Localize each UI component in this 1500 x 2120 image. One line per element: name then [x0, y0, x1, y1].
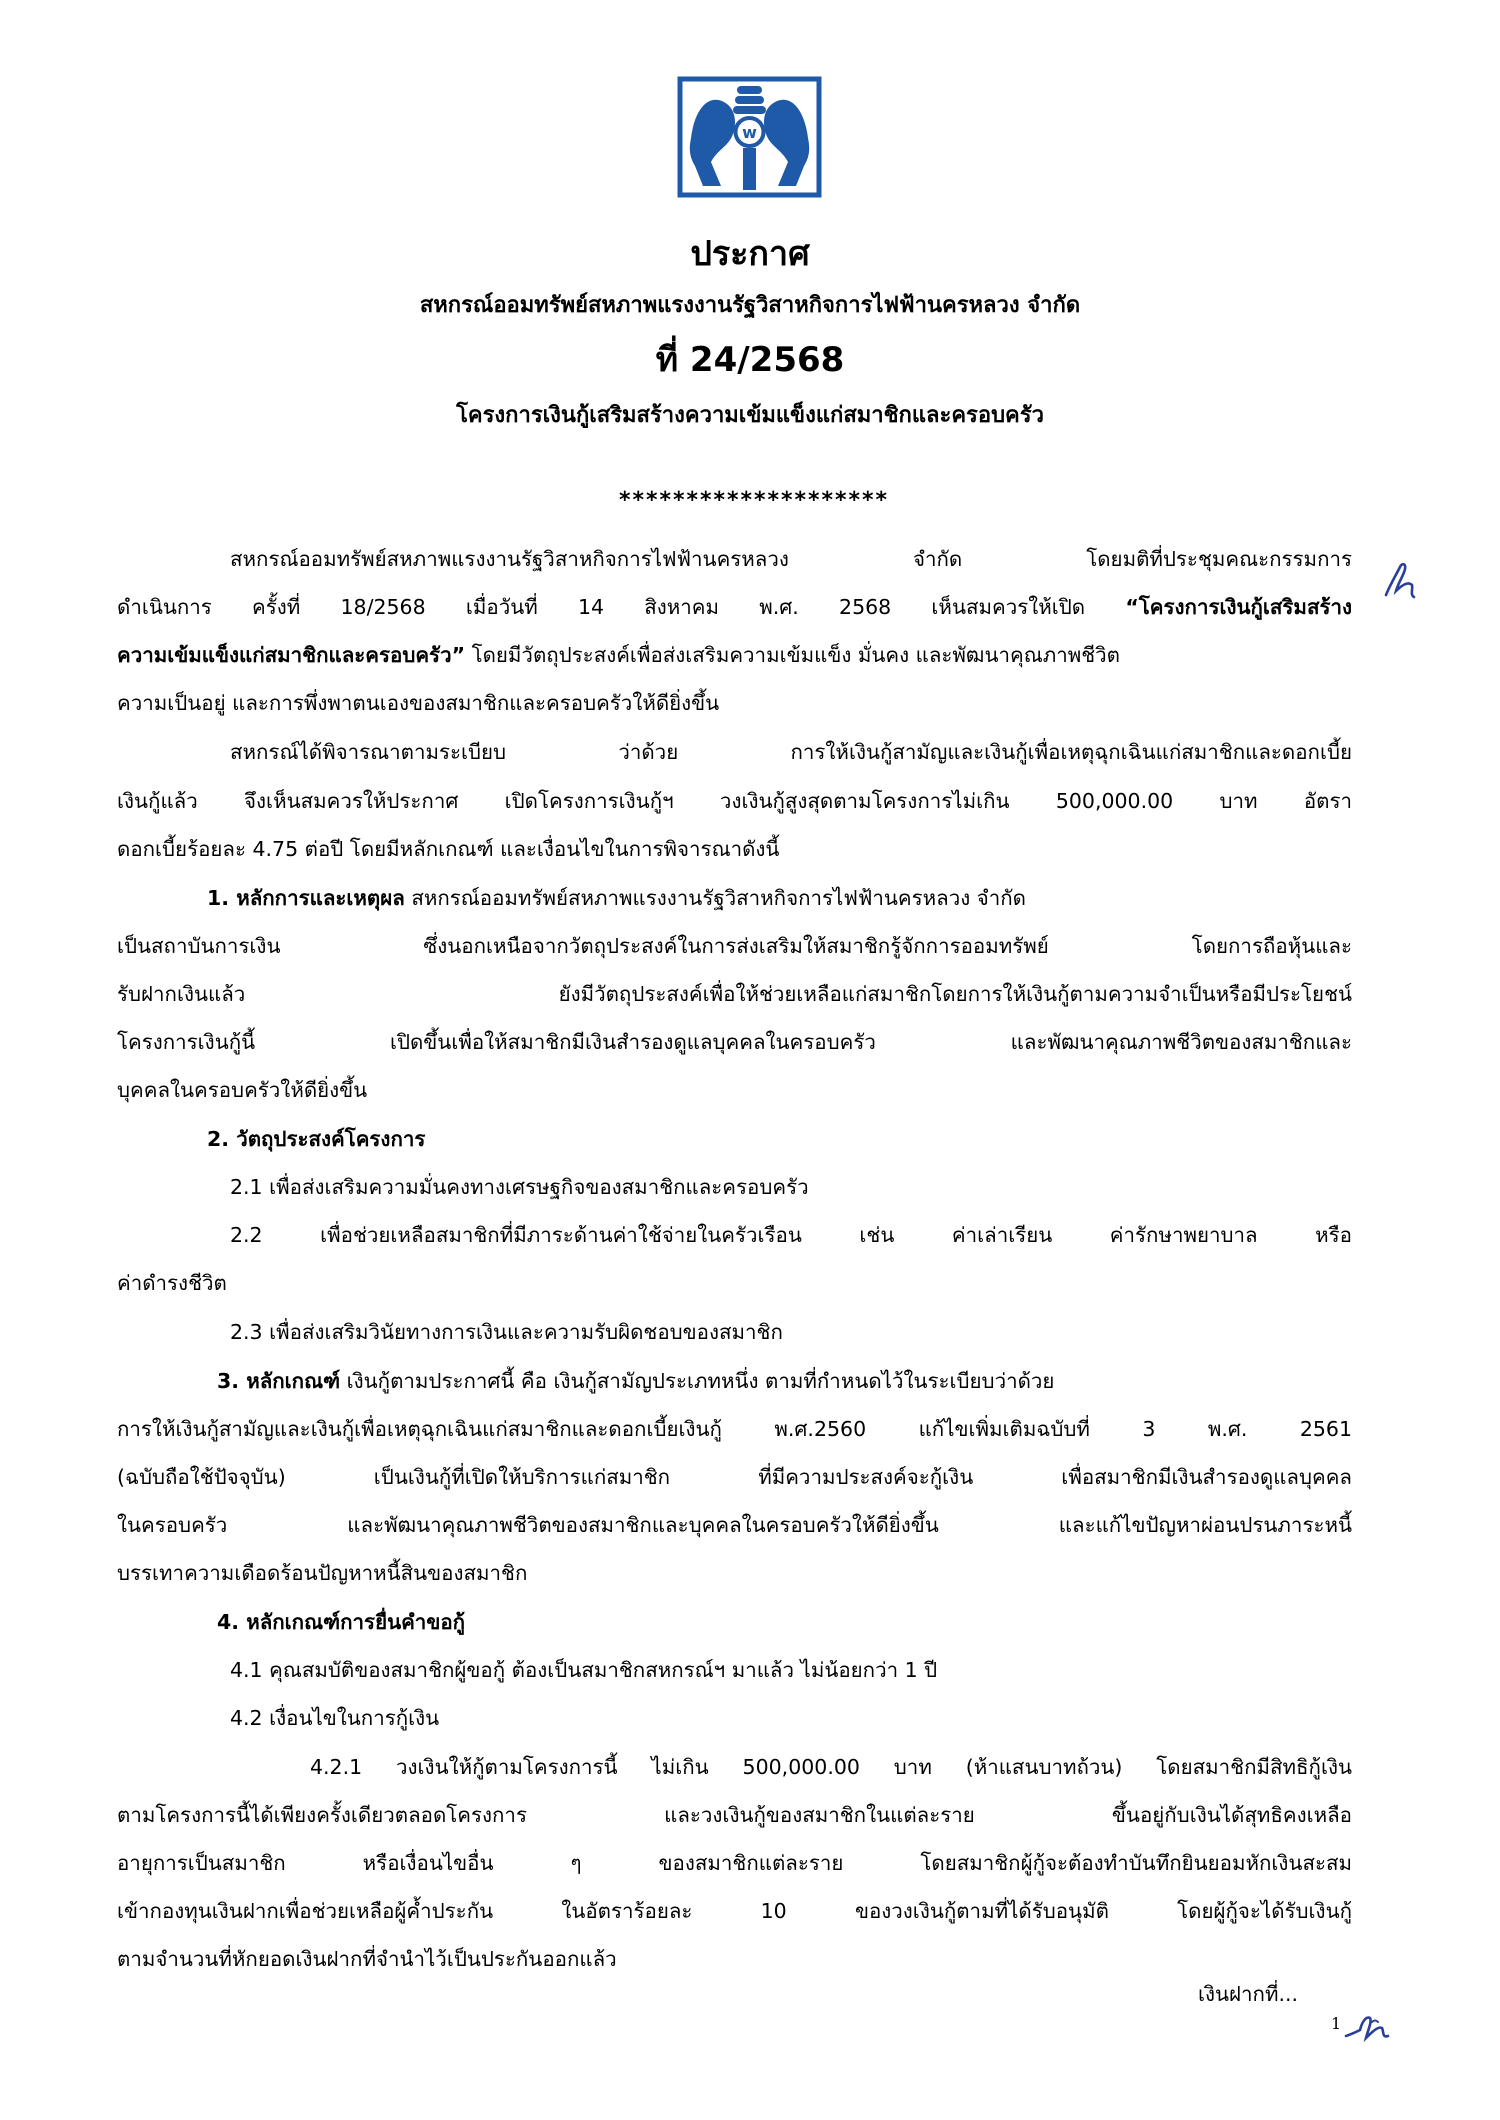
svg-text:w: w	[742, 123, 757, 142]
handwritten-initials-icon	[1342, 2008, 1392, 2048]
section-1-line-3: รับฝากเงินแล้ว ยังมีวัตถุประสงค์เพื่อให้ช่วยเหลือแก่สมาชิกโดยการให้เงินกู้ตามความจำเป็นหรือมีประโยชน์	[117, 982, 1352, 1006]
section-2-item-3: 2.3 เพื่อส่งเสริมวินัยทางการเงินและความรับผิดชอบของสมาชิก	[230, 1320, 783, 1344]
section-1-line-5: บุคคลในครอบครัวให้ดียิ่งขึ้น	[117, 1078, 368, 1102]
page-title: ประกาศ	[690, 234, 810, 274]
section-3-heading: 3. หลักเกณฑ์	[217, 1369, 341, 1393]
section-4-2-1-line-4: เข้ากองทุนเงินฝากเพื่อช่วยเหลือผู้ค้ำประกัน ในอัตราร้อยละ 10 ของวงเงินกู้ตามที่ได้รับอนุมัติ โดยผู้กู้จะได้รับเงินกู้	[117, 1899, 1352, 1923]
intro-line-2	[117, 592, 1352, 622]
section-2-heading: 2. วัตถุประสงค์โครงการ	[207, 1127, 426, 1151]
section-4-2-1-line-5: ตามจำนวนที่หักยอดเงินฝากที่จำนำไว้เป็นประกันออกแล้ว	[117, 1947, 617, 1971]
continued-text: เงินฝากที่...	[1198, 1982, 1299, 2006]
section-1-line-1	[207, 883, 1026, 913]
section-2-item-2: 2.2 เพื่อช่วยเหลือสมาชิกที่มีภาระด้านค่าใช้จ่ายในครัวเรือน เช่น ค่าเล่าเรียน ค่ารักษาพยาบาล หรือ	[230, 1223, 1352, 1247]
intro-text: ดำเนินการ ครั้งที่ 18/2568 เมื่อวันที่ 14 สิงหาคม พ.ศ. 2568 เห็นสมควรให้เปิด	[117, 595, 1126, 619]
section-3-text: เงินกู้ตามประกาศนี้ คือ เงินกู้สามัญประเภทหนึ่ง ตามที่กำหนดไว้ในระเบียบว่าด้วย	[340, 1369, 1055, 1393]
section-3-line-2: การให้เงินกู้สามัญและเงินกู้เพื่อเหตุฉุกเฉินแก่สมาชิกและดอกเบี้ยเงินกู้ พ.ศ.2560 แก้ไขเพิ่มเติมฉบับที่ 3 พ.ศ. 2561	[117, 1417, 1352, 1441]
section-4-item-1: 4.1 คุณสมบัติของสมาชิกผู้ขอกู้ ต้องเป็นสมาชิกสหกรณ์ฯ มาแล้ว ไม่น้อยกว่า 1 ปี	[230, 1658, 938, 1682]
announcement-number: ที่ 24/2568	[655, 340, 845, 380]
section-3-line-1	[217, 1366, 1054, 1396]
intro-line-4: ความเป็นอยู่ และการพึ่งพาตนเองของสมาชิกและครอบครัวให้ดียิ่งขึ้น	[117, 691, 720, 715]
cooperative-logo-icon	[677, 76, 822, 198]
para2-line-3: ดอกเบี้ยร้อยละ 4.75 ต่อปี โดยมีหลักเกณฑ์ และเงื่อนไขในการพิจารณาดังนี้	[117, 837, 780, 861]
separator: ********************	[618, 488, 890, 513]
section-2-item-1: 2.1 เพื่อส่งเสริมความมั่นคงทางเศรษฐกิจของสมาชิกและครอบครัว	[230, 1175, 809, 1199]
organization-name: สหกรณ์ออมทรัพย์สหภาพแรงงานรัฐวิสาหกิจการไฟฟ้านครหลวง จำกัด	[419, 293, 1081, 318]
section-1-text: สหกรณ์ออมทรัพย์สหภาพแรงงานรัฐวิสาหกิจการไฟฟ้านครหลวง จำกัด	[404, 886, 1026, 910]
para2-line-1: สหกรณ์ได้พิจารณาตามระเบียบ ว่าด้วย การให้เงินกู้สามัญและเงินกู้เพื่อเหตุฉุกเฉินแก่สมาชิกและดอกเบี้ย	[230, 740, 1352, 764]
section-4-heading: 4. หลักเกณฑ์การยื่นคำขอกู้	[217, 1610, 466, 1634]
section-2-item-2-cont: ค่าดำรงชีวิต	[117, 1271, 227, 1295]
section-1-heading: 1. หลักการและเหตุผล	[207, 886, 405, 910]
announcement-subject: โครงการเงินกู้เสริมสร้างความเข้มแข็งแก่สมาชิกและครอบครัว	[456, 403, 1044, 428]
section-1-line-2: เป็นสถาบันการเงิน ซึ่งนอกเหนือจากวัตถุประสงค์ในการส่งเสริมให้สมาชิกรู้จักการออมทรัพย์ โดยการถือหุ้นและ	[117, 934, 1352, 958]
intro-line-3	[117, 640, 1120, 670]
intro-line-1: สหกรณ์ออมทรัพย์สหภาพแรงงานรัฐวิสาหกิจการไฟฟ้านครหลวง จำกัด โดยมติที่ประชุมคณะกรรมการ	[230, 547, 1352, 571]
section-3-line-3: (ฉบับถือใช้ปัจจุบัน) เป็นเงินกู้ที่เปิดให้บริการแก่สมาชิก ที่มีความประสงค์จะกู้เงิน เพื่อสมาชิกมีเงินสำรองดูแลบุคคล	[117, 1465, 1352, 1489]
intro-text: โดยมีวัตถุประสงค์เพื่อส่งเสริมความเข้มแข็ง มั่นคง และพัฒนาคุณภาพชีวิต	[465, 643, 1120, 667]
section-1-line-4: โครงการเงินกู้นี้ เปิดขึ้นเพื่อให้สมาชิกมีเงินสำรองดูแลบุคคลในครอบครัว และพัฒนาคุณภาพชีวิตของสมาชิกและ	[117, 1030, 1352, 1054]
page-number: 1	[1331, 2014, 1342, 2033]
para2-line-2: เงินกู้แล้ว จึงเห็นสมควรให้ประกาศ เปิดโครงการเงินกู้ฯ วงเงินกู้สูงสุดตามโครงการไม่เกิน 500,000.00 บาท อัตรา	[117, 789, 1352, 813]
section-3-line-5: บรรเทาความเดือดร้อนปัญหาหนี้สินของสมาชิก	[117, 1561, 528, 1585]
handwritten-initials-icon	[1380, 555, 1418, 603]
section-4-2-1-line-2: ตามโครงการนี้ได้เพียงครั้งเดียวตลอดโครงการ และวงเงินกู้ของสมาชิกในแต่ละราย ขึ้นอยู่กับเงินได้สุทธิคงเหลือ	[117, 1803, 1352, 1827]
section-4-item-2: 4.2 เงื่อนไขในการกู้เงิน	[230, 1706, 440, 1730]
section-4-2-1-line-1: 4.2.1 วงเงินให้กู้ตามโครงการนี้ ไม่เกิน 500,000.00 บาท (ห้าแสนบาทถ้วน) โดยสมาชิกมีสิทธิกู้เงิน	[310, 1755, 1352, 1779]
project-name-bold: ความเข้มแข็งแก่สมาชิกและครอบครัว”	[117, 643, 466, 667]
section-3-line-4: ในครอบครัว และพัฒนาคุณภาพชีวิตของสมาชิกและบุคคลในครอบครัวให้ดียิ่งขึ้น และแก้ไขปัญหาผ่อนปรนภาระหนี้	[117, 1513, 1352, 1537]
section-4-2-1-line-3: อายุการเป็นสมาชิก หรือเงื่อนไขอื่น ๆ ของสมาชิกแต่ละราย โดยสมาชิกผู้กู้จะต้องทำบันทึกยินยอมหักเงินสะสม	[117, 1851, 1352, 1875]
project-name-bold: “โครงการเงินกู้เสริมสร้าง	[1125, 595, 1352, 619]
